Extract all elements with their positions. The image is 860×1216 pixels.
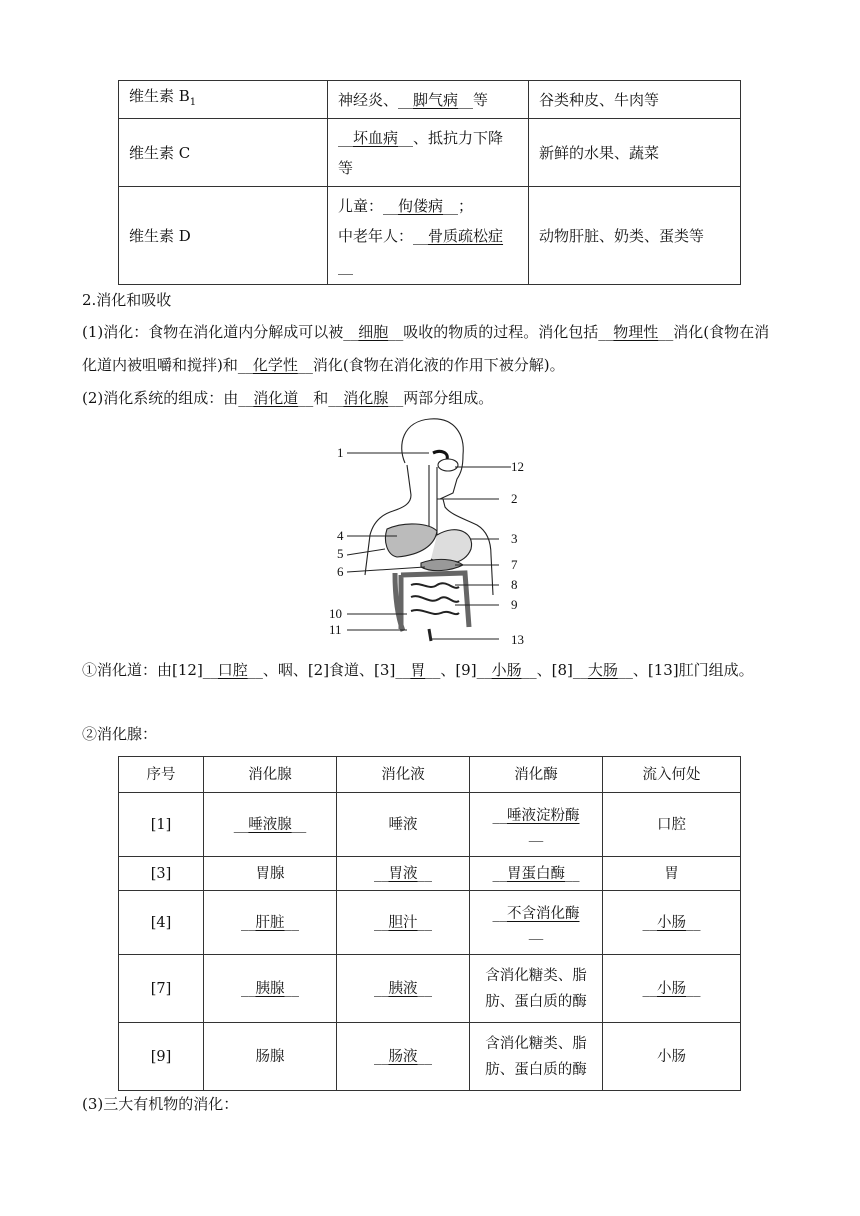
cell-juice: __肠液__ xyxy=(337,1023,470,1091)
vitamin-source: 新鲜的水果、蔬菜 xyxy=(529,119,741,187)
diagram-label: 7 xyxy=(511,557,518,572)
digestive-system-diagram xyxy=(325,415,535,651)
diagram-label: 12 xyxy=(511,459,524,474)
cell-gland: __唾液腺__ xyxy=(204,793,337,857)
cell-id: [4] xyxy=(119,891,204,955)
cell-id: [9] xyxy=(119,1023,204,1091)
header-cell: 序号 xyxy=(119,757,204,793)
paragraph-system: (2)消化系统的组成：由__消化道__和__消化腺__两部分组成。 xyxy=(82,389,494,407)
cell-gland: 胃腺 xyxy=(204,857,337,891)
vitamin-disease: 儿童：__佝偻病__； 中老年人：__骨质疏松症 __ xyxy=(328,187,529,285)
cell-gland: __胰腺__ xyxy=(204,955,337,1023)
header-cell: 消化液 xyxy=(337,757,470,793)
cell-dest: 小肠 xyxy=(603,1023,741,1091)
diagram-label: 5 xyxy=(337,546,344,561)
cell-juice: __胃液__ xyxy=(337,857,470,891)
cell-id: [3] xyxy=(119,857,204,891)
cell-dest: __小肠__ xyxy=(603,891,741,955)
cell-id: [1] xyxy=(119,793,204,857)
vitamin-disease: 神经炎、__脚气病__等 xyxy=(328,81,529,119)
cell-enzyme: 含消化糖类、脂肪、蛋白质的酶 xyxy=(470,955,603,1023)
vitamin-source: 动物肝脏、奶类、蛋类等 xyxy=(529,187,741,285)
diagram-label: 8 xyxy=(511,577,518,592)
vitamin-name: 维生素 C xyxy=(119,119,328,187)
header-cell: 流入何处 xyxy=(603,757,741,793)
diagram-label: 6 xyxy=(337,564,344,579)
cell-enzyme: __胃蛋白酶__ xyxy=(470,857,603,891)
cell-enzyme: 含消化糖类、脂肪、蛋白质的酶 xyxy=(470,1023,603,1091)
cell-gland: 肠腺 xyxy=(204,1023,337,1091)
vitamin-name: 维生素 $B_1$ xyxy=(119,81,328,119)
paragraph-tract: ①消化道：由[12]__口腔__、咽、[2]食道、[3]__胃__、[9]__小肠__、[8]__大肠__、[13]肛门组成。 xyxy=(82,661,754,679)
vitamin-source: 谷类种皮、牛肉等 xyxy=(529,81,741,119)
cell-juice: __胆汁__ xyxy=(337,891,470,955)
diagram-label: 1 xyxy=(337,445,344,460)
cell-dest: 胃 xyxy=(603,857,741,891)
diagram-label: 9 xyxy=(511,597,518,612)
cell-id: [7] xyxy=(119,955,204,1023)
header-cell: 消化腺 xyxy=(204,757,337,793)
cell-dest: __小肠__ xyxy=(603,955,741,1023)
vitamin-name: 维生素 D xyxy=(119,187,328,285)
cell-enzyme: __不含消化酶 __ xyxy=(470,891,603,955)
vitamin-table xyxy=(118,80,741,285)
cell-juice: __胰液__ xyxy=(337,955,470,1023)
header-cell: 消化酶 xyxy=(470,757,603,793)
diagram-label: 4 xyxy=(337,528,344,543)
diagram-label: 11 xyxy=(329,622,342,637)
diagram-label: 10 xyxy=(329,606,342,621)
paragraph-glands: ②消化腺： xyxy=(82,725,158,743)
cell-juice: 唾液 xyxy=(337,793,470,857)
vitamin-disease: __坏血病__、抵抗力下降等 xyxy=(328,119,529,187)
cell-gland: __肝脏__ xyxy=(204,891,337,955)
section-title: 2.消化和吸收 xyxy=(82,291,172,309)
cell-enzyme: __唾液淀粉酶 __ xyxy=(470,793,603,857)
cell-dest: 口腔 xyxy=(603,793,741,857)
diagram-label: 13 xyxy=(511,632,524,647)
paragraph-organics: (3)三大有机物的消化： xyxy=(82,1095,239,1113)
gland-table xyxy=(118,756,741,1091)
diagram-label: 3 xyxy=(511,531,518,546)
paragraph-digestion: (1)消化：食物在消化道内分解成可以被__细胞__吸收的物质的过程。消化包括__物理性__消化(食物在消化道内被咀嚼和搅拌)和__化学性__消化(食物在消化液的作用下被分解)。 xyxy=(82,323,770,374)
diagram-label: 2 xyxy=(511,491,518,506)
